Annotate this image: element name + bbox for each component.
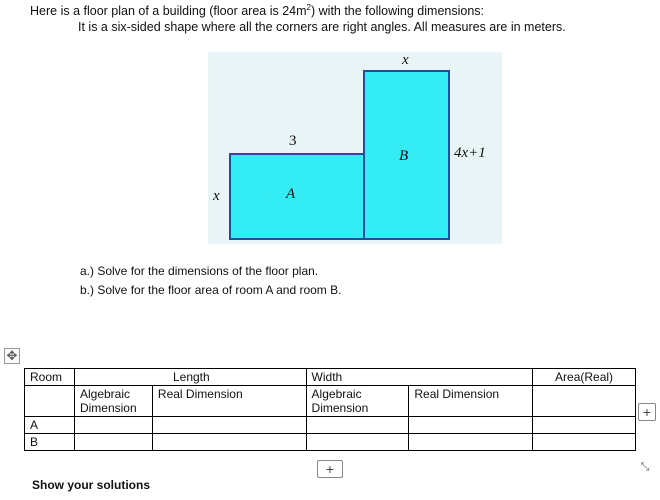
task-a: a.) Solve for the dimensions of the floor plan. — [80, 264, 319, 278]
intro-line-2: It is a six-sided shape where all the corners are right angles. All measures are in meters. — [78, 20, 566, 34]
room-a-side-label: x — [213, 188, 220, 204]
subheader-width-algebraic[interactable]: Algebraic Dimension — [306, 386, 409, 417]
table-cell[interactable] — [152, 417, 306, 434]
table-header-row — [25, 369, 636, 386]
task-b: b.) Solve for the floor area of room A and room B. — [80, 283, 342, 297]
intro-text-a: Here is a floor plan of a building (floor area is 24m — [30, 4, 307, 18]
subheader-length-real[interactable]: Real Dimension — [152, 386, 306, 417]
table-cell[interactable] — [533, 434, 636, 451]
subheader-length-algebraic[interactable]: Algebraic Dimension — [74, 386, 152, 417]
intro-superscript: 2 — [306, 2, 311, 12]
intro-text-b: ) with the following dimensions: — [311, 4, 484, 18]
intro-line-1 — [30, 4, 484, 18]
floor-plan — [208, 52, 502, 244]
cell-empty[interactable] — [25, 386, 75, 417]
add-column-button[interactable]: + — [638, 403, 656, 421]
room-a-name: A — [286, 186, 296, 202]
add-row-button[interactable]: + — [317, 460, 343, 478]
show-solutions-label: Show your solutions — [32, 478, 151, 492]
table-cell[interactable] — [306, 417, 409, 434]
table-cell[interactable] — [533, 417, 636, 434]
table-row — [25, 434, 636, 451]
cell-empty[interactable] — [533, 386, 636, 417]
table-cell[interactable] — [409, 417, 533, 434]
table-cell[interactable] — [152, 434, 306, 451]
subheader-width-real[interactable]: Real Dimension — [409, 386, 533, 417]
table-subheader-row — [25, 386, 636, 417]
header-length[interactable]: Length — [74, 369, 306, 386]
header-room[interactable]: Room — [25, 369, 75, 386]
top-width-label: x — [402, 52, 409, 68]
room-cell[interactable]: A — [25, 417, 75, 434]
table-cell[interactable] — [409, 434, 533, 451]
move-icon[interactable]: ✥ — [4, 348, 20, 364]
room-cell[interactable]: B — [25, 434, 75, 451]
room-a-top-label: 3 — [289, 133, 297, 149]
room-a-rect — [229, 153, 365, 240]
table-cell[interactable] — [306, 434, 409, 451]
table-cell[interactable] — [74, 434, 152, 451]
header-area[interactable]: Area(Real) — [533, 369, 636, 386]
header-width[interactable]: Width — [306, 369, 533, 386]
resize-icon[interactable]: ⤡ — [640, 461, 650, 473]
room-b-name: B — [399, 148, 409, 164]
dimensions-table — [24, 368, 636, 451]
table-cell[interactable] — [74, 417, 152, 434]
room-b-height-label: 4x+1 — [454, 145, 486, 161]
table-row — [25, 417, 636, 434]
